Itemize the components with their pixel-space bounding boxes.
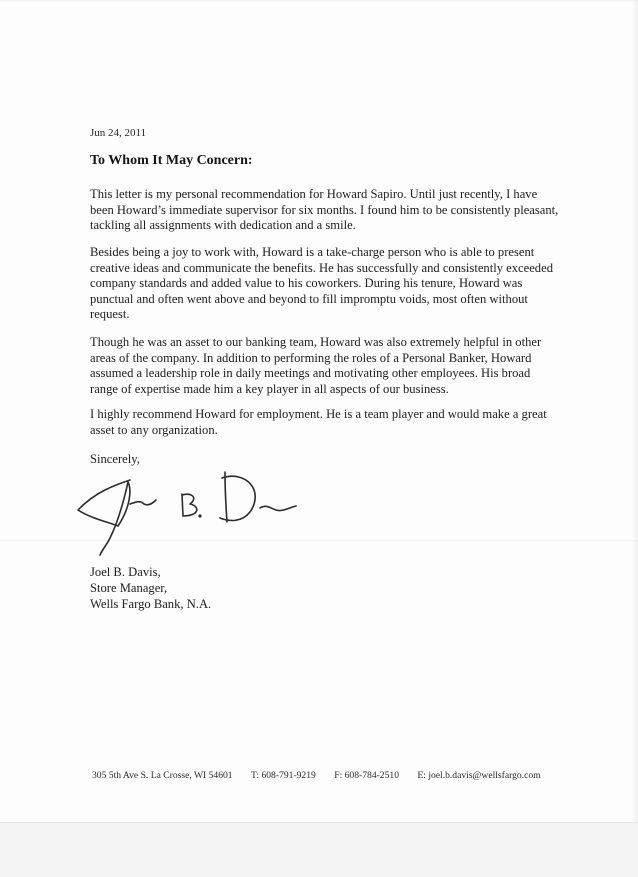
- paragraph-2: Besides being a joy to work with, Howard is a take-charge person who is able to present creative ideas and communicate the benefits. He has successfully and consistently exceeded company standards and added value to his coworkers. During his tenure, Howard was punctual and often went above and beyond to fill impromptu voids, most often without request.: [90, 245, 553, 322]
- footer-address: 305 5th Ave S. La Crosse, WI 54601: [92, 770, 233, 781]
- footer-email: E: joel.b.davis@wellsfargo.com: [417, 770, 541, 781]
- paragraph-3: Though he was an asset to our banking team, Howard was also extremely helpful in other areas of the company. In addition to performing the roles of a Personal Banker, Howard assumed a leadership role in daily meetings and motivating other employees. His broad range of expertise made him a key player in all aspects of our business.: [90, 335, 542, 396]
- salutation: To Whom It May Concern:: [90, 153, 253, 168]
- paragraph-4: I highly recommend Howard for employment. He is a team player and would make a great asset to any organization.: [90, 407, 547, 437]
- paragraph-1: This letter is my personal recommendation for Howard Sapiro. Until just recently, I have been Howard’s immediate supervisor for six months. I found him to be consistently pleasant, tackling all assignments with dedication and a smile.: [90, 187, 559, 233]
- closing: Sincerely,: [90, 452, 140, 466]
- signer-title: Store Manager,: [90, 581, 168, 595]
- footer-fax: F: 608-784-2510: [334, 770, 399, 781]
- signer-company: Wells Fargo Bank, N.A.: [90, 597, 212, 611]
- signer-block: [90, 564, 211, 612]
- letterhead-footer: [92, 770, 552, 781]
- signer-name: Joel B. Davis,: [90, 565, 161, 579]
- scan-edge-shadow: [632, 0, 638, 877]
- handwritten-signature: [70, 460, 310, 570]
- scan-bottom-strip: [0, 822, 638, 877]
- letter-date: Jun 24, 2011: [90, 127, 147, 139]
- footer-telephone: T: 608-791-9219: [251, 770, 316, 781]
- scan-shadow-top: [0, 0, 638, 2]
